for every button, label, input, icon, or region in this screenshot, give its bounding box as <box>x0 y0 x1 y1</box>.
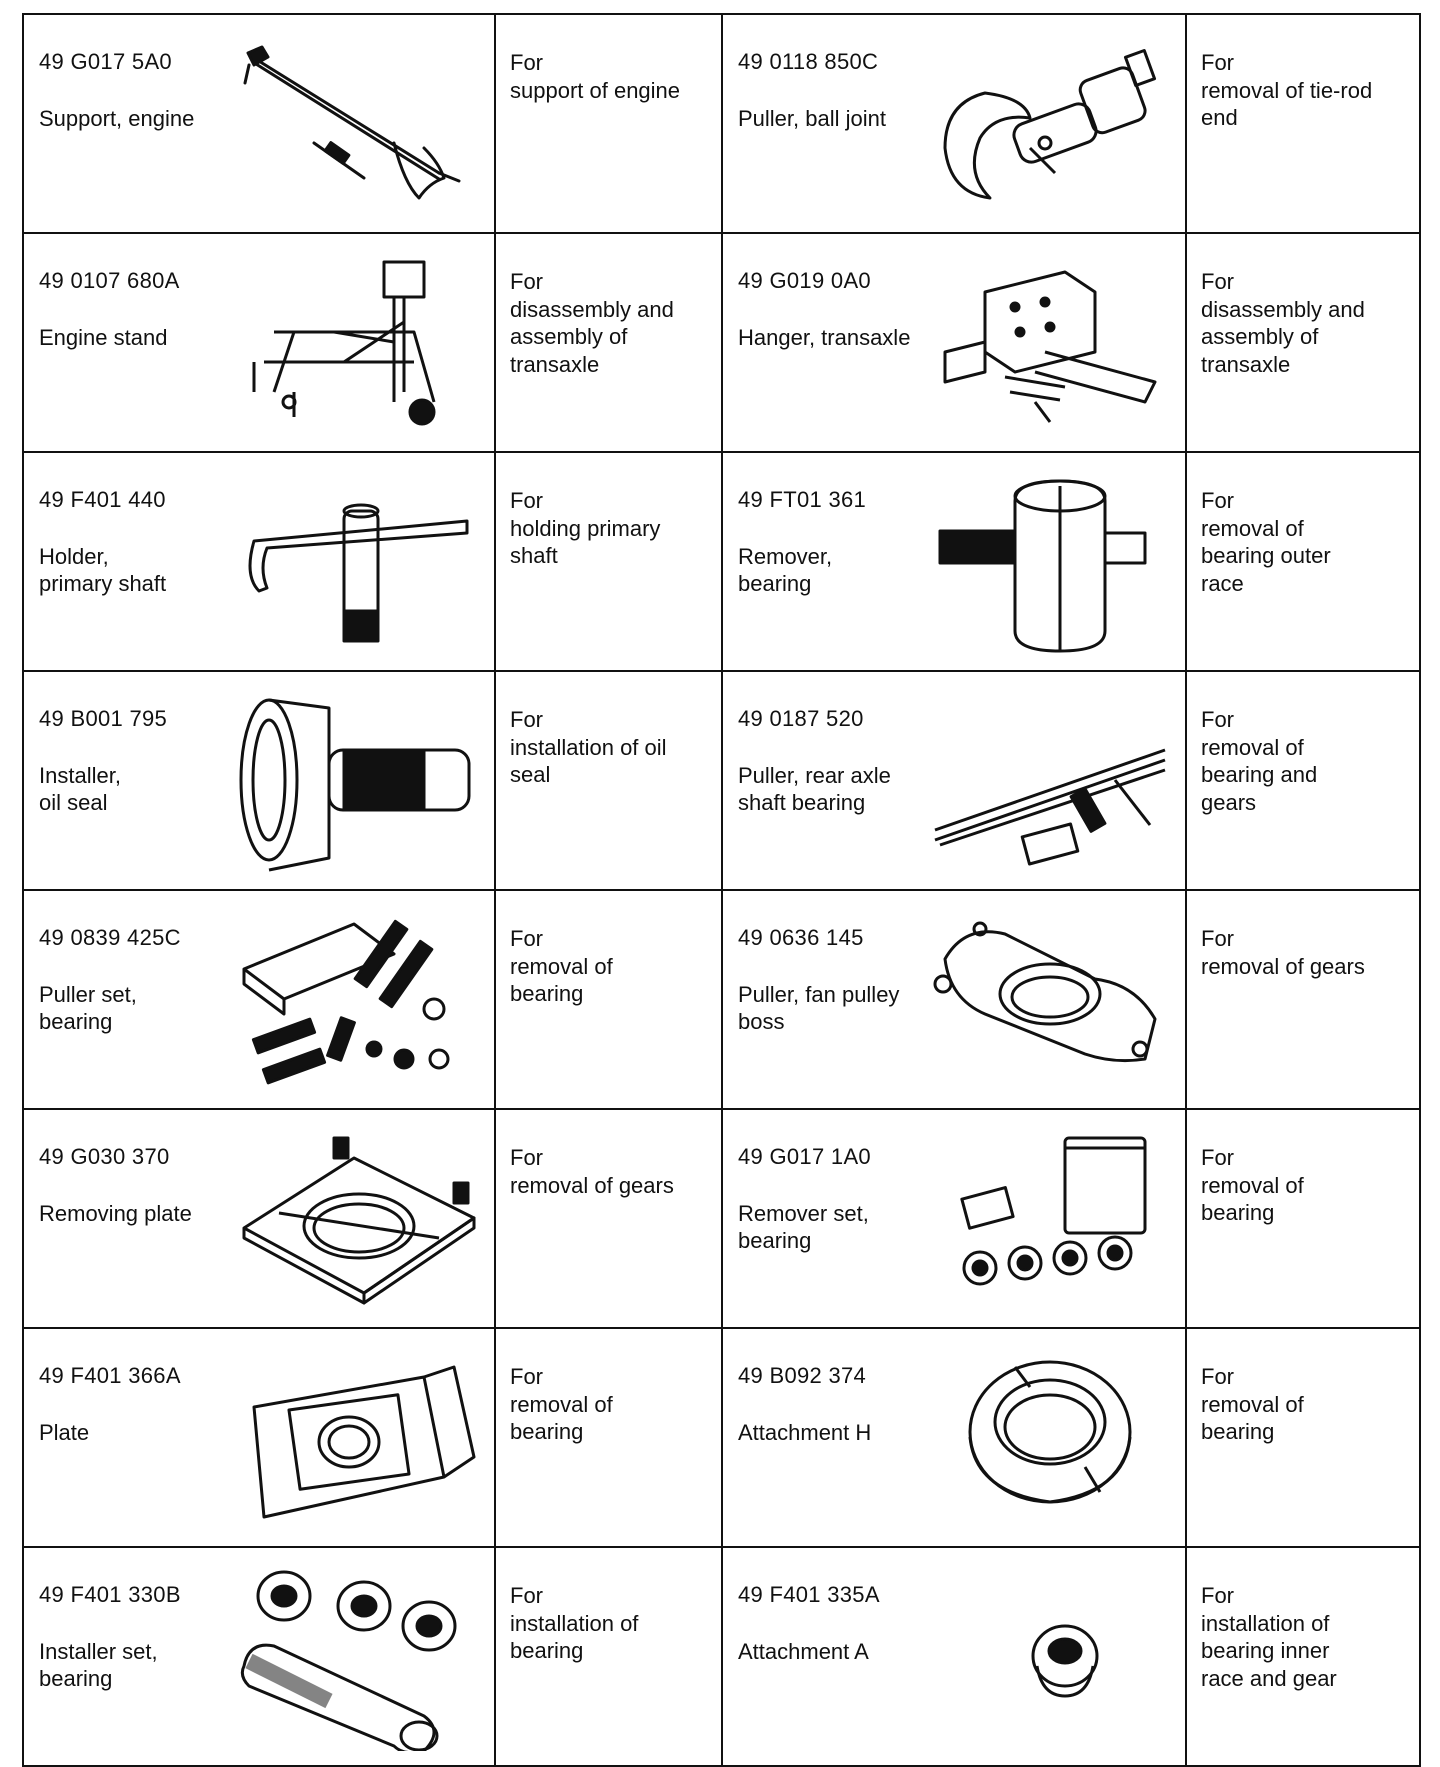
attachment-h-icon <box>925 1347 1175 1532</box>
tool-right-cell <box>722 452 1186 671</box>
part-number: 49 0107 680A <box>39 268 180 293</box>
special-tools-sheet <box>22 13 1419 1753</box>
plate-icon <box>234 1347 484 1532</box>
part-number: 49 B001 795 <box>39 706 168 731</box>
oil-seal-installer-icon <box>234 690 484 875</box>
tool-name: Engine stand <box>39 325 168 350</box>
tool-purpose: For removal of bearing <box>1201 1364 1304 1444</box>
tool-purpose-cell <box>495 233 722 452</box>
tool-purpose-cell <box>495 1109 722 1328</box>
tool-purpose-cell <box>495 1328 722 1547</box>
part-number: 49 0839 425C <box>39 925 181 950</box>
tool-left-cell <box>23 14 495 233</box>
tool-purpose: For removal of tie-rod end <box>1201 50 1373 130</box>
tool-purpose-cell <box>1186 14 1420 233</box>
bearing-puller-set-icon <box>234 909 484 1094</box>
tool-purpose: For installation of bearing <box>510 1583 639 1663</box>
tool-left-cell <box>23 1547 495 1766</box>
tool-purpose-cell <box>495 14 722 233</box>
attachment-a-icon <box>925 1566 1175 1751</box>
part-number: 49 F401 335A <box>738 1582 880 1607</box>
fan-pulley-puller-icon <box>925 909 1175 1094</box>
tool-name: Holder, primary shaft <box>39 544 167 596</box>
tool-purpose-cell <box>495 1547 722 1766</box>
table-row <box>23 233 1420 452</box>
tool-name: Puller, rear axle shaft bearing <box>738 763 891 815</box>
table-row <box>23 1328 1420 1547</box>
tool-name: Puller, ball joint <box>738 106 886 131</box>
tool-name: Puller, fan pulley boss <box>738 982 900 1034</box>
part-number: 49 F401 330B <box>39 1582 181 1607</box>
tool-name: Plate <box>39 1420 90 1445</box>
tool-right-cell <box>722 1328 1186 1547</box>
tool-purpose-cell <box>1186 890 1420 1109</box>
tool-name: Puller set, bearing <box>39 982 137 1034</box>
tool-purpose: For installation of bearing inner race and gear <box>1201 1583 1337 1691</box>
tool-purpose-cell <box>1186 671 1420 890</box>
tool-purpose: For holding primary shaft <box>510 488 661 568</box>
tool-right-cell <box>722 890 1186 1109</box>
tool-purpose: For removal of bearing and gears <box>1201 707 1318 815</box>
part-number: 49 0187 520 <box>738 706 864 731</box>
transaxle-hanger-icon <box>925 252 1175 437</box>
tool-purpose-cell <box>1186 1547 1420 1766</box>
tool-left-cell <box>23 890 495 1109</box>
tool-right-cell <box>722 14 1186 233</box>
part-number: 49 F401 440 <box>39 487 166 512</box>
bearing-installer-set-icon <box>234 1566 484 1751</box>
tool-purpose-cell <box>1186 1328 1420 1547</box>
primary-shaft-holder-icon <box>234 471 484 656</box>
tool-name: Attachment A <box>738 1639 869 1664</box>
tool-purpose: For removal of bearing <box>1201 1145 1304 1225</box>
tool-name: Attachment H <box>738 1420 872 1445</box>
tool-left-cell <box>23 671 495 890</box>
tool-right-cell <box>722 1109 1186 1328</box>
engine-support-icon <box>234 33 484 218</box>
bearing-remover-set-icon <box>925 1128 1175 1313</box>
tool-purpose: For removal of bearing <box>510 1364 613 1444</box>
part-number: 49 0636 145 <box>738 925 864 950</box>
part-number: 49 G030 370 <box>39 1144 170 1169</box>
part-number: 49 FT01 361 <box>738 487 867 512</box>
table-row <box>23 452 1420 671</box>
tool-left-cell <box>23 1109 495 1328</box>
tool-name: Installer set, bearing <box>39 1639 158 1691</box>
tool-left-cell <box>23 452 495 671</box>
tool-name: Hanger, transaxle <box>738 325 911 350</box>
tool-purpose: For disassembly and assembly of transaxle <box>510 269 674 377</box>
table-row <box>23 1109 1420 1328</box>
tool-purpose: For installation of oil seal <box>510 707 667 787</box>
tool-name: Removing plate <box>39 1201 192 1226</box>
tool-purpose-cell <box>1186 1109 1420 1328</box>
removing-plate-icon <box>234 1128 484 1313</box>
tool-name: Installer, oil seal <box>39 763 121 815</box>
tool-purpose: For removal of gears <box>510 1145 674 1198</box>
tool-purpose-cell <box>495 890 722 1109</box>
tool-name: Remover, bearing <box>738 544 833 596</box>
tool-left-cell <box>23 1328 495 1547</box>
tool-purpose: For removal of bearing <box>510 926 613 1006</box>
part-number: 49 B092 374 <box>738 1363 867 1388</box>
table-row <box>23 14 1420 233</box>
engine-stand-icon <box>234 252 484 437</box>
table-row <box>23 1547 1420 1766</box>
tool-name: Remover set, bearing <box>738 1201 869 1253</box>
tool-purpose-cell <box>495 452 722 671</box>
tool-name: Support, engine <box>39 106 195 131</box>
table-row <box>23 671 1420 890</box>
ball-joint-puller-icon <box>925 33 1175 218</box>
tool-right-cell <box>722 1547 1186 1766</box>
bearing-remover-icon <box>925 471 1175 656</box>
tool-right-cell <box>722 671 1186 890</box>
tool-purpose: For support of engine <box>510 50 681 103</box>
tool-purpose: For removal of gears <box>1201 926 1365 979</box>
tool-purpose-cell <box>495 671 722 890</box>
tool-purpose-cell <box>1186 452 1420 671</box>
part-number: 49 G017 1A0 <box>738 1144 871 1169</box>
tool-purpose: For removal of bearing outer race <box>1201 488 1331 596</box>
tool-purpose: For disassembly and assembly of transaxle <box>1201 269 1365 377</box>
special-tools-table <box>22 13 1421 1767</box>
part-number: 49 G019 0A0 <box>738 268 871 293</box>
tool-purpose-cell <box>1186 233 1420 452</box>
table-row <box>23 890 1420 1109</box>
part-number: 49 F401 366A <box>39 1363 181 1388</box>
part-number: 49 0118 850C <box>738 49 879 74</box>
axle-bearing-puller-icon <box>925 690 1175 875</box>
part-number: 49 G017 5A0 <box>39 49 172 74</box>
tool-right-cell <box>722 233 1186 452</box>
tool-left-cell <box>23 233 495 452</box>
